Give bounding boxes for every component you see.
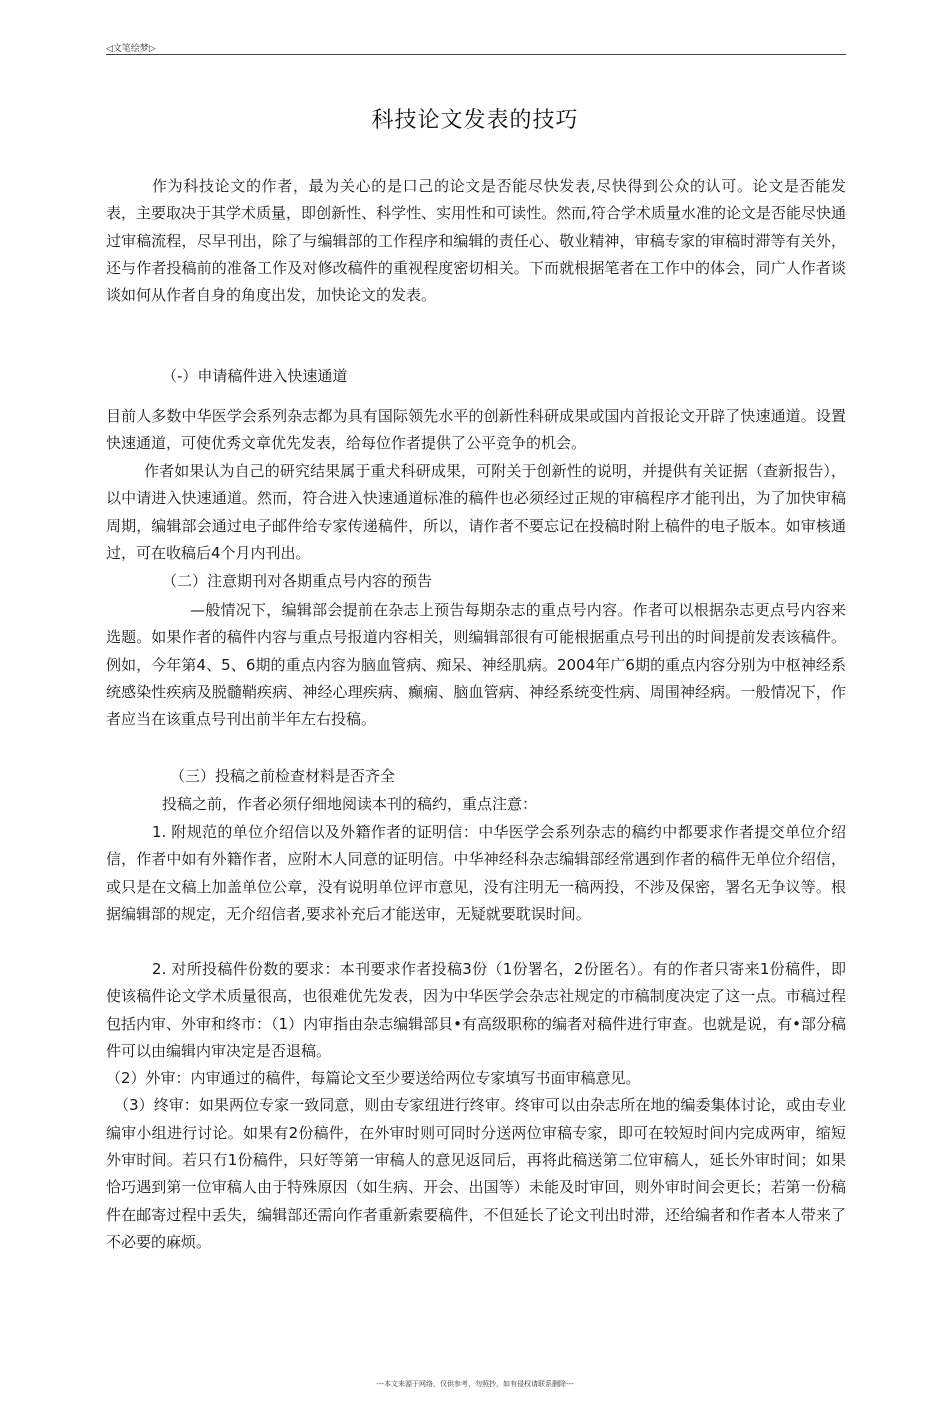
section-1-paragraph-2: 作者如果认为自己的研究结果属于重犬科研成果，可附关于创新性的说明，并提供有关证据（查新报告），以中请进入快速通道。然而，符合进入快速通道标准的稿件也必须经过正规的审稿程序才能刊出，为了加快审稿周期，编辑部会通过电子邮件给专家传递稿件，所以，请作者不要忘记在投稿时附上稿件的电子版本。如审核通过，可在收稿后4个月内刊出。	[106, 462, 846, 562]
item-2-external-review: （2）外审：内审通过的稿件，每篇论文至少要送给两位专家填写书面审稿意见。	[106, 1069, 641, 1088]
section-3-heading: （三）投稿之前检查材料是否齐全	[170, 767, 396, 785]
section-3-item-1: 1. 附规范的单位介绍信以及外籍作者的证明信：中华医学会系列杂志的稿约中都要求作者提交单位介绍信，作者中如有外籍作者，应附木人同意的证明信。中华神经科杂志编辑部经常遇到作者的稿件无单位介绍信，或只是在文稿上加盖单位公章，没有说明单位评市意见，没有注明无一稿两投，不涉及保密，署名无争议等。根据编辑部的规定，无介绍信者,要求补充后才能送审，无疑就要耽误时间。	[106, 823, 846, 923]
section-3-item-2	[106, 956, 846, 1256]
intro-paragraph: 作为科技论文的作者，最为关心的是口己的论文是否能尽快发表,尽快得到公众的认可。论文是否能发表，主要取决于其学术质量，即创新性、科学性、实用性和可读性。然而,符合学术质量水准的论文是否能尽快通过审稿流程，尽早刊出，除了与编辑部的工作程序和编辑的责任心、敬业精神，审稿专家的审稿时滞等有关外，还与作者投稿前的准备工作及对修改稿件的重视程度密切相关。下而就根据笔者在工作中的体会，同广人作者谈谈如何从作者自身的角度出发，加快论文的发表。	[106, 177, 846, 305]
section-1-paragraph-1: 目前人多数中华医学会系列杂志都为具有国际领先水平的创新性科研成果或国内首报论文开辟了快速通道。设置快速通道，可使优秀文章优先发表，给每位作者提供了公平竞争的机会。	[106, 407, 846, 453]
footer-disclaimer: ---本文来源于网络，仅供参考，勿照抄，如有侵权请联系删除---	[376, 1380, 574, 1388]
section-3-lead: 投稿之前，作者必须仔细地阅读本刊的稿约，重点注意：	[162, 795, 538, 813]
item-2-paragraph: 2. 对所投稿件份数的要求：本刊要求作者投稿3份（1份署名，2份匿名）。有的作者只寄来1份稿件，即使该稿件论文学术质量很高，也很难优先发表，因为中华医学会杂志社规定的市稿制度决定了这一点。市稿过程包括内审、外审和终市：（1）内审指由杂志编辑部貝•有高级职称的编者对稿件进行审查。也就是说，有•部分稿件可以由编辑内审决定是否退稿。	[106, 960, 846, 1060]
document-title: 科技论文发表的技巧	[371, 108, 579, 133]
section-1-heading: （-）申请稿件进入快速通道	[162, 367, 348, 385]
item-2-final-review: （3）终审：如果两位专家一致同意，则由专家纽进行终审。终审可以由杂志所在地的编委集体讨论，或由专业编审小组进行讨论。如果有2份稿件，在外审时则可同时分送两位审稿专家，即可在较短时间内完成两审，缩短外审时间。若只冇1份稿件，只好等第一审稿人的意见返同后，再将此稿送第二位审稿人，延长外审时间；如果恰巧遇到第一位审稿人由于特殊原因（如生病、开会、出国等）未能及时审回，则外审时间会更长；若第一份稿件在邮寄过程中丢失，编辑部还需向作者重新索要稿件，不但延长了论文刊出时滞，还给编者和作者本人带来了不必要的麻烦。	[106, 1096, 846, 1251]
section-2-paragraph-1: —般情况下，编辑部会提前在杂志上预告每期杂志的重点号内容。作者可以根据杂志更点号内容来选题。如果作者的稿件内容与重点号报道内容相关，则编辑部很有可能根据重点号刊出的时间提前发表该稿件。例如，今年第4、5、6期的重点内容为脑血管病、痴呆、神经肌病。2004年广6期的重点内容分别为中枢神经系统感染性疾病及脱髓鞘疾病、神经心理疾病、癫痫、脑血管病、神经系统变性病、周围神经病。一般情况下，作者应当在该重点号刊出前半年左右投稿。	[106, 601, 846, 729]
section-2-heading: （二）注意期刊对各期重点号内容的预告	[162, 572, 433, 590]
header-label: ◁文笔绘梦▷	[106, 44, 156, 54]
header-rule	[106, 54, 846, 55]
